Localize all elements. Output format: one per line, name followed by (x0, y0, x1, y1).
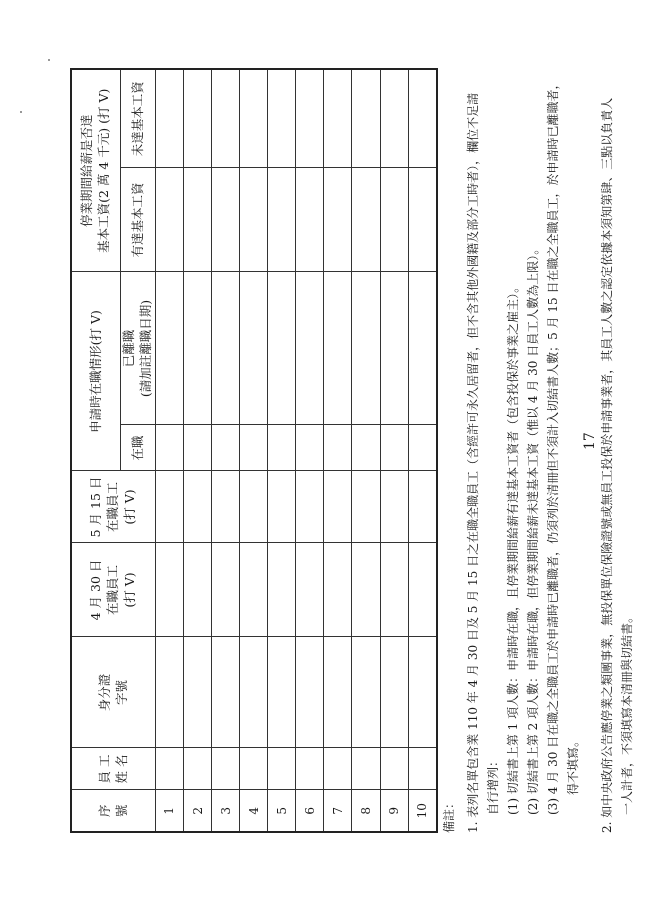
table-cell (408, 425, 437, 471)
table-row (296, 69, 324, 832)
table-cell (352, 471, 380, 543)
header-id-number: 身分證 字號 (71, 637, 156, 748)
table-cell (156, 543, 184, 637)
table-cell (408, 69, 437, 168)
note-1-item-1: (1) 切結書上第 1 項人數：申請時在職，且停業期間給薪有達基本工資者（包含投保於事業之雇主）。 (506, 280, 520, 815)
table-cell (408, 748, 437, 790)
table-cell (184, 748, 212, 790)
table-cell (352, 272, 380, 425)
row-number: 6 (296, 790, 324, 832)
table-cell (296, 748, 324, 790)
table-cell (408, 543, 437, 637)
table-row (408, 69, 437, 832)
table-cell (296, 272, 324, 425)
table-cell (184, 637, 212, 748)
table-cell (212, 168, 240, 272)
table-cell (380, 272, 408, 425)
table-cell (268, 69, 296, 168)
table-cell (212, 69, 240, 168)
table-cell (156, 425, 184, 471)
header-seq: 序 號 (71, 790, 156, 832)
table-cell (268, 272, 296, 425)
table-cell (408, 272, 437, 425)
table-cell (408, 637, 437, 748)
table-cell (184, 168, 212, 272)
table-cell (156, 471, 184, 543)
table-cell (380, 748, 408, 790)
roster-body (156, 69, 438, 832)
employee-roster-table (70, 68, 438, 833)
table-cell (240, 272, 268, 425)
header-employment-status: 申請時在職情形(打 V) (71, 272, 121, 471)
table-cell (352, 425, 380, 471)
notes-heading: 備註： (442, 796, 456, 833)
table-cell (296, 69, 324, 168)
table-cell (296, 471, 324, 543)
table-cell (324, 425, 352, 471)
table-cell (352, 543, 380, 637)
table-cell (212, 425, 240, 471)
table-cell (352, 748, 380, 790)
table-cell (240, 425, 268, 471)
header-salary-check: 停業期間給薪是否達 基本工資(2 萬 4 千元) (打 V) (71, 69, 121, 272)
note-1-line-a: 1. 表列名單包含業 110 年 4 月 30 日及 5 月 15 日之在職全職員工（含經許可永久居留者，但不含其他外國籍及部分工時者），欄位不足請 (466, 92, 480, 833)
table-cell (324, 543, 352, 637)
note-1-item-2: (2) 切結書上第 2 項人數：申請時在職，但停業期間給薪未達基本工資（惟以 4 月 30 日員工人數為上限）。 (526, 242, 540, 815)
table-cell (184, 425, 212, 471)
table-cell (296, 637, 324, 748)
table-cell (156, 748, 184, 790)
table-cell (240, 471, 268, 543)
table-row (380, 69, 408, 832)
table-cell (268, 637, 296, 748)
row-number: 3 (212, 790, 240, 832)
table-cell (268, 748, 296, 790)
table-cell (380, 471, 408, 543)
table-cell (324, 168, 352, 272)
header-salary-not-reach: 未達基本工資 (121, 69, 156, 168)
row-number: 2 (184, 790, 212, 832)
table-cell (324, 69, 352, 168)
row-number: 4 (240, 790, 268, 832)
note-1-item-3-b: 得不填寫。 (566, 734, 580, 795)
row-number: 8 (352, 790, 380, 832)
row-number: 1 (156, 790, 184, 832)
table-cell (296, 425, 324, 471)
table-cell (352, 168, 380, 272)
table-cell (296, 168, 324, 272)
header-name: 員 工 姓 名 (71, 748, 156, 790)
table-cell (324, 637, 352, 748)
note-1-line-b: 自行增列： (486, 754, 500, 815)
row-number: 5 (268, 790, 296, 832)
table-cell (408, 471, 437, 543)
table-cell (184, 69, 212, 168)
table-cell (380, 637, 408, 748)
table-cell (212, 637, 240, 748)
table-cell (296, 543, 324, 637)
table-cell (240, 543, 268, 637)
table-row (184, 69, 212, 832)
table-cell (324, 471, 352, 543)
table-cell (324, 748, 352, 790)
table-cell (240, 637, 268, 748)
row-number: 9 (380, 790, 408, 832)
table-cell (156, 637, 184, 748)
header-status-resigned: 已離職 (請加註離職日期) (121, 272, 156, 425)
table-cell (212, 272, 240, 425)
table-cell (212, 543, 240, 637)
table-row (212, 69, 240, 832)
table-cell (324, 272, 352, 425)
table-cell (380, 168, 408, 272)
table-cell (184, 543, 212, 637)
table-cell (268, 168, 296, 272)
table-cell (156, 69, 184, 168)
row-number: 10 (408, 790, 437, 832)
header-apr30-employed: 4 月 30 日 在職員工 (打 V) (71, 543, 156, 637)
note-2-line-b: 一人計者，不須填寫本清冊與切結書。 (620, 610, 634, 815)
table-cell (268, 543, 296, 637)
table-cell (240, 168, 268, 272)
table-cell (240, 69, 268, 168)
note-2-line-a: 2. 如中央政府公告應停業之類團事業，無投保單位保險證號或無員工投保於申請事業者，其員工人數之認定依據本須知第肆、三點以負責人 (600, 97, 614, 833)
header-status-employed: 在職 (121, 425, 156, 471)
table-cell (268, 425, 296, 471)
table-cell (408, 168, 437, 272)
table-cell (212, 748, 240, 790)
scan-speck (48, 59, 50, 61)
page-number: 17 (582, 432, 598, 450)
scan-speck (20, 111, 22, 113)
header-salary-reach: 有達基本工資 (121, 168, 156, 272)
table-cell (184, 272, 212, 425)
table-cell (240, 748, 268, 790)
table-cell (156, 168, 184, 272)
table-row (240, 69, 268, 832)
table-cell (212, 471, 240, 543)
table-cell (352, 637, 380, 748)
table-cell (380, 425, 408, 471)
table-row (324, 69, 352, 832)
table-cell (268, 471, 296, 543)
table-row (156, 69, 184, 832)
table-cell (156, 272, 184, 425)
row-number: 7 (324, 790, 352, 832)
table-cell (380, 69, 408, 168)
table-cell (380, 543, 408, 637)
table-cell (184, 471, 212, 543)
header-may15-employed: 5 月 15 日 在職員工 (打 V) (71, 471, 156, 543)
note-1-item-3-a: (3) 4 月 30 日在職之全職員工於申請時已離職者，仍須列於清冊但不須計入切結書人數；5 月 15 日在職之全職員工，於申請時已離職者， (546, 77, 560, 815)
table-row (352, 69, 380, 832)
table-cell (352, 69, 380, 168)
table-row (268, 69, 296, 832)
